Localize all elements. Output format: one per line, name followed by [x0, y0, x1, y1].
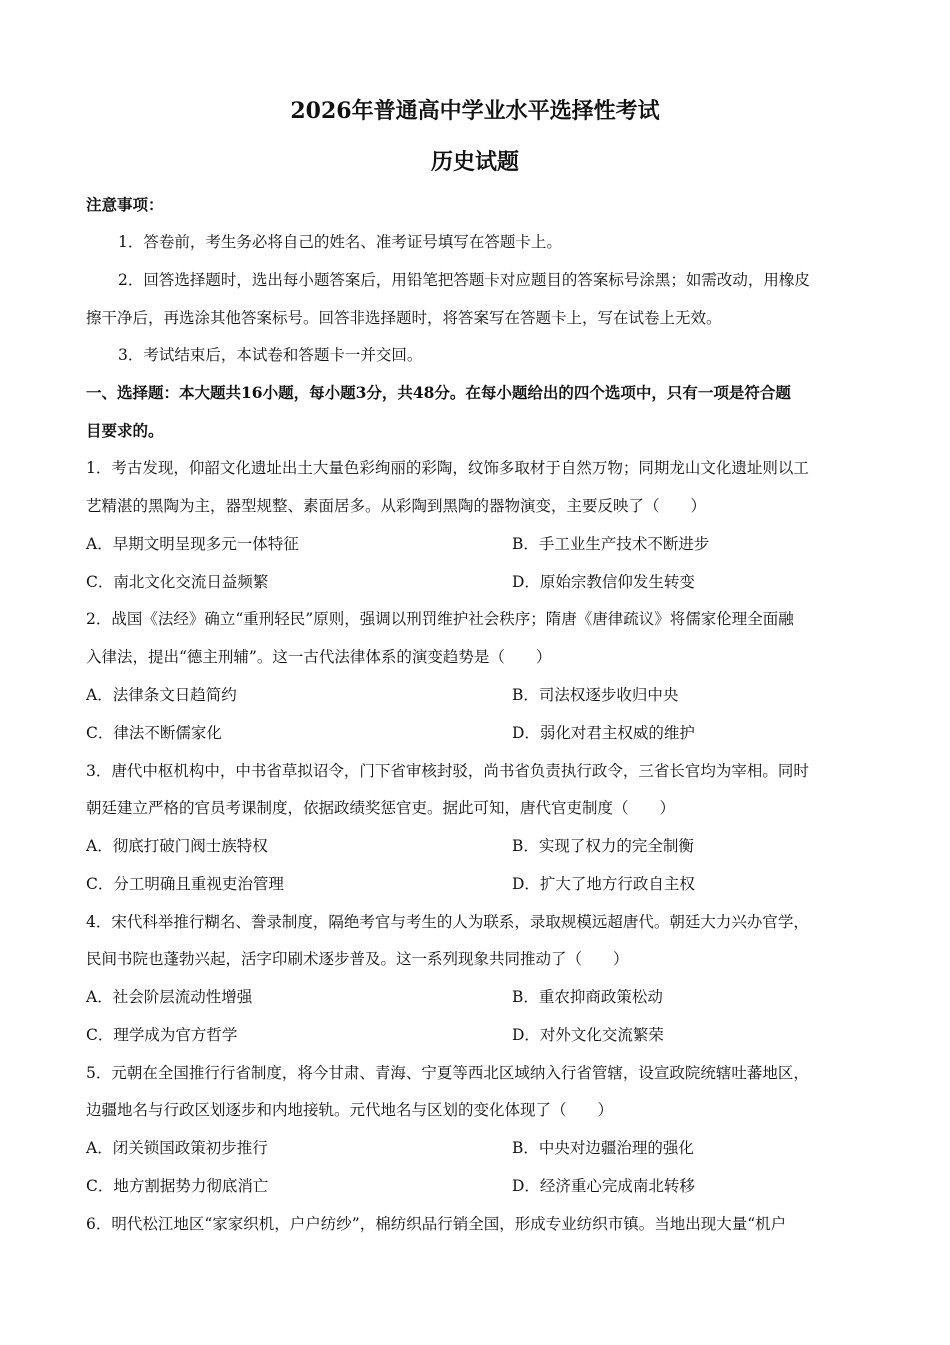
section-1-heading-line-1: 一、选择题：本大题共16小题，每小题3分，共48分。在每小题给出的四个选项中，只有一项是符合题	[86, 383, 791, 402]
question-2-option-a: A．法律条文日趋简约	[86, 686, 237, 704]
question-1-stem-line-1: 1．考古发现，仰韶文化遗址出土大量色彩绚丽的彩陶，纹饰多取材于自然万物；同期龙山文化遗址则以工	[86, 459, 809, 477]
notice-item-2-line-2: 擦干净后，再选涂其他答案标号。回答非选择题时，将答案写在答题卡上，写在试卷上无效。	[86, 309, 722, 327]
question-4-stem-line-1: 4．宋代科举推行糊名、誊录制度，隔绝考官与考生的人为联系，录取规模远超唐代。朝廷大力兴办官学，	[86, 913, 809, 931]
question-1-option-d: D．原始宗教信仰发生转变	[512, 573, 695, 591]
question-4-stem-line-2: 民间书院也蓬勃兴起，活字印刷术逐步普及。这一系列现象共同推动了（ ）	[86, 950, 629, 968]
question-5-option-c: C．地方割据势力彻底消亡	[86, 1177, 269, 1195]
notice-item-2-line-1: 2．回答选择题时，选出每小题答案后，用铅笔把答题卡对应题目的答案标号涂黑；如需改动，用橡皮	[118, 271, 810, 289]
question-2-option-d: D．弱化对君主权威的维护	[512, 724, 695, 742]
question-1-option-b: B．手工业生产技术不断进步	[512, 535, 710, 553]
question-3-stem-line-1: 3．唐代中枢机构中，中书省草拟诏令，门下省审核封驳，尚书省负责执行政令，三省长官均为宰相。同时	[86, 762, 809, 780]
question-3-option-b: B．实现了权力的完全制衡	[512, 837, 694, 855]
question-4-option-a: A．社会阶层流动性增强	[86, 988, 253, 1006]
question-3-option-c: C．分工明确且重视吏治管理	[86, 875, 284, 893]
notice-item-3: 3．考试结束后，本试卷和答题卡一并交回。	[118, 346, 423, 364]
section-1-heading-line-2: 目要求的。	[86, 421, 164, 440]
question-3-option-d: D．扩大了地方行政自主权	[512, 875, 695, 893]
exam-title: 2026年普通高中学业水平选择性考试	[290, 98, 660, 124]
question-2-option-b: B．司法权逐步收归中央	[512, 686, 679, 704]
question-1-option-a: A．早期文明呈现多元一体特征	[86, 535, 299, 553]
question-4-option-c: C．理学成为官方哲学	[86, 1026, 238, 1044]
question-1-option-c: C．南北文化交流日益频繁	[86, 573, 269, 591]
question-2-stem-line-1: 2．战国《法经》确立“重刑轻民”原则，强调以刑罚维护社会秩序；隋唐《唐律疏议》将儒家伦理全面融	[86, 610, 794, 628]
notice-heading: 注意事项：	[86, 195, 164, 214]
question-2-stem-line-2: 入律法，提出“德主刑辅”。这一古代法律体系的演变趋势是（ ）	[86, 648, 552, 666]
question-5-stem-line-2: 边疆地名与行政区划逐步和内地接轨。元代地名与区划的变化体现了（ ）	[86, 1101, 614, 1119]
notice-item-1: 1．答卷前，考生务必将自己的姓名、准考证号填写在答题卡上。	[118, 233, 562, 251]
question-3-stem-line-2: 朝廷建立严格的官员考课制度，依据政绩奖惩官吏。据此可知，唐代官吏制度（ ）	[86, 799, 676, 817]
question-5-option-d: D．经济重心完成南北转移	[512, 1177, 695, 1195]
question-5-option-b: B．中央对边疆治理的强化	[512, 1139, 694, 1157]
question-5-stem-line-1: 5．元朝在全国推行行省制度，将今甘肃、青海、宁夏等西北区域纳入行省管辖，设宣政院统辖吐蕃地区，	[86, 1064, 809, 1082]
exam-subtitle: 历史试题	[430, 149, 519, 175]
question-1-stem-line-2: 艺精湛的黑陶为主，器型规整、素面居多。从彩陶到黑陶的器物演变，主要反映了（ ）	[86, 497, 707, 515]
question-3-option-a: A．彻底打破门阀士族特权	[86, 837, 268, 855]
question-2-option-c: C．律法不断儒家化	[86, 724, 222, 742]
question-4-option-b: B．重农抑商政策松动	[512, 988, 663, 1006]
question-4-option-d: D．对外文化交流繁荣	[512, 1026, 664, 1044]
question-5-option-a: A．闭关锁国政策初步推行	[86, 1139, 268, 1157]
question-6-stem-line-1: 6．明代松江地区“家家织机，户户纺纱”，棉纺织品行销全国，形成专业纺织市镇。当地出现大量“机户	[86, 1215, 787, 1233]
